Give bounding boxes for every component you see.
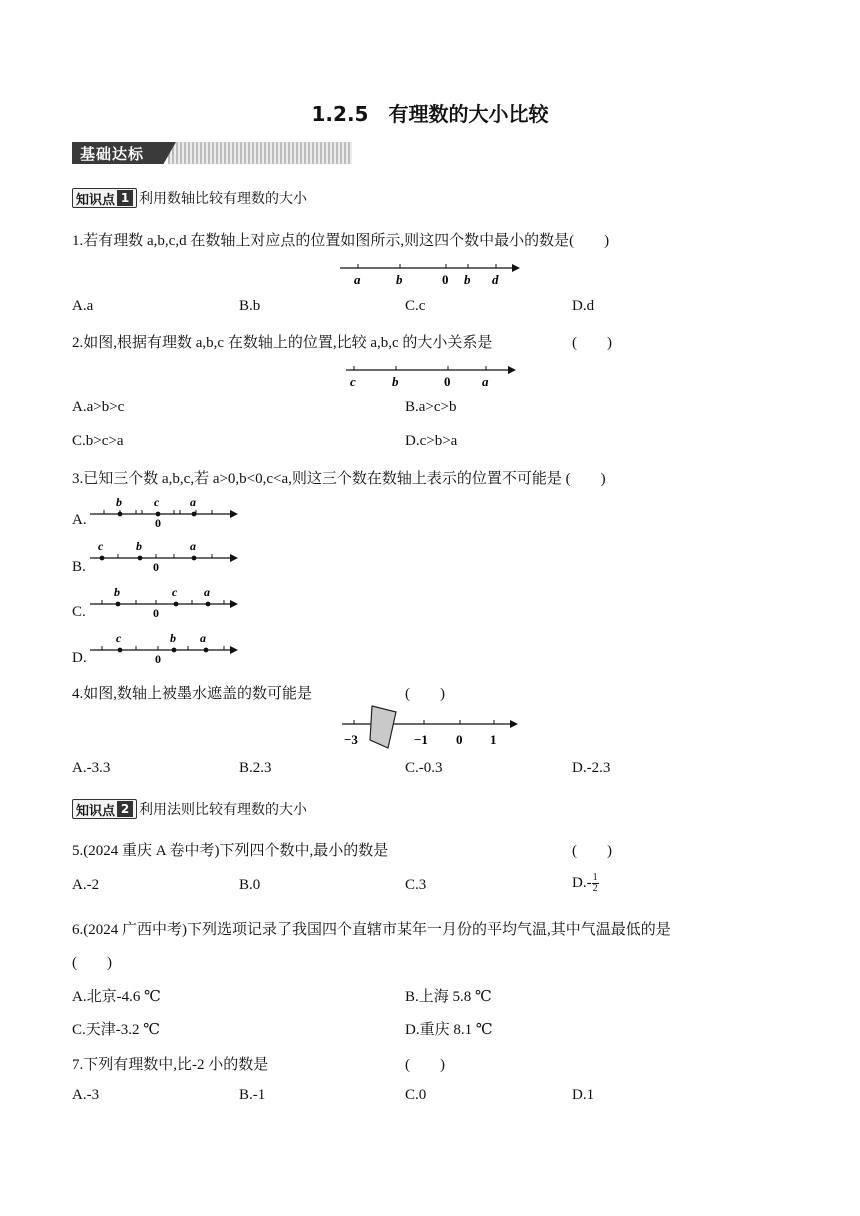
zero-label: 0 bbox=[153, 560, 159, 574]
point-label: a bbox=[204, 585, 210, 599]
kp-badge-label: 知识点 bbox=[76, 803, 116, 819]
option-c: C.c bbox=[405, 298, 426, 314]
axis-label: a bbox=[354, 272, 361, 287]
option-a: A.-3.3 bbox=[72, 760, 111, 776]
option-d: D.-2.3 bbox=[572, 760, 611, 776]
banner-stripe bbox=[168, 142, 352, 164]
question-5-stem: 5.(2024 重庆 A 卷中考)下列四个数中,最小的数是 bbox=[72, 843, 389, 859]
point-label: b bbox=[170, 631, 176, 645]
option-b: B.2.3 bbox=[239, 760, 272, 776]
option-c: C.b>c>a bbox=[72, 433, 124, 449]
option-d: D.c>b>a bbox=[405, 433, 458, 449]
point-label: a bbox=[200, 631, 206, 645]
option-a-label: A. bbox=[72, 512, 87, 528]
option-c-number-line bbox=[88, 584, 240, 620]
question-2-stem: 2.如图,根据有理数 a,b,c 在数轴上的位置,比较 a,b,c 的大小关系是 bbox=[72, 335, 493, 351]
answer-bracket: ( ) bbox=[72, 955, 112, 971]
point-label: a bbox=[190, 495, 196, 509]
question-7-stem: 7.下列有理数中,比-2 小的数是 bbox=[72, 1057, 269, 1073]
point-label: c bbox=[172, 585, 178, 599]
point-label: b bbox=[136, 539, 142, 553]
kp-badge-number: 2 bbox=[117, 801, 133, 817]
answer-bracket: ( ) bbox=[405, 1057, 445, 1073]
axis-label: 0 bbox=[456, 732, 463, 747]
option-d: D.1 bbox=[572, 1087, 595, 1103]
option-a: A.北京-4.6 ℃ bbox=[72, 989, 161, 1005]
option-d-label: D. bbox=[72, 650, 87, 666]
axis-label: c bbox=[350, 374, 356, 389]
option-d: D.d bbox=[572, 298, 595, 314]
kp-badge-label: 知识点 bbox=[76, 192, 116, 208]
question-3-stem: 3.已知三个数 a,b,c,若 a>0,b<0,c<a,则这三个数在数轴上表示的位置不可能是 ( ) bbox=[72, 471, 606, 487]
option-c: C.3 bbox=[405, 877, 427, 893]
axis-label: 1 bbox=[490, 732, 497, 747]
section-banner bbox=[72, 142, 352, 164]
axis-label: b bbox=[396, 272, 403, 287]
option-b: B.b bbox=[239, 298, 261, 314]
knowledge-point-1 bbox=[72, 188, 307, 208]
option-d: D.重庆 8.1 ℃ bbox=[405, 1022, 493, 1038]
question-4-stem: 4.如图,数轴上被墨水遮盖的数可能是 bbox=[72, 686, 313, 702]
kp-title: 利用数轴比较有理数的大小 bbox=[139, 191, 308, 207]
question-1-stem: 1.若有理数 a,b,c,d 在数轴上对应点的位置如图所示,则这四个数中最小的数是( ) bbox=[72, 233, 610, 249]
knowledge-point-2 bbox=[72, 799, 307, 819]
axis-label: −1 bbox=[414, 732, 428, 747]
axis-label: 0 bbox=[442, 272, 449, 287]
fraction-numerator: 1 bbox=[592, 872, 598, 883]
page-title: 1.2.5 有理数的大小比较 bbox=[311, 102, 549, 126]
option-d bbox=[572, 873, 599, 894]
kp-badge-number: 1 bbox=[117, 190, 133, 206]
option-b-number-line bbox=[88, 538, 240, 574]
point-label: b bbox=[114, 585, 120, 599]
option-c-label: C. bbox=[72, 604, 86, 620]
answer-bracket: ( ) bbox=[405, 686, 445, 702]
question-1-number-line bbox=[330, 258, 530, 288]
option-a: A.a bbox=[72, 298, 94, 314]
option-c: C.-0.3 bbox=[405, 760, 443, 776]
question-2-number-line bbox=[334, 360, 524, 390]
question-4-number-line bbox=[336, 702, 526, 750]
ink-blot bbox=[370, 706, 396, 748]
point-label: c bbox=[116, 631, 122, 645]
option-b: B.a>c>b bbox=[405, 399, 457, 415]
kp-badge bbox=[72, 799, 137, 819]
axis-label: d bbox=[492, 272, 499, 287]
option-a: A.-3 bbox=[72, 1087, 100, 1103]
question-6-stem: 6.(2024 广西中考)下列选项记录了我国四个直辖市某年一月份的平均气温,其中气温最低的是 bbox=[72, 922, 671, 938]
zero-label: 0 bbox=[155, 516, 161, 530]
section-title: 基础达标 bbox=[80, 145, 145, 163]
option-c: C.0 bbox=[405, 1087, 427, 1103]
axis-label: b bbox=[464, 272, 471, 287]
option-d-number-line bbox=[88, 630, 240, 666]
option-a-number-line bbox=[88, 494, 240, 530]
option-d-text: D.- bbox=[572, 874, 592, 891]
kp-title: 利用法则比较有理数的大小 bbox=[139, 802, 308, 818]
answer-bracket: ( ) bbox=[572, 335, 612, 351]
axis-label: −3 bbox=[344, 732, 358, 747]
point-label: c bbox=[154, 495, 160, 509]
axis-label: b bbox=[392, 374, 399, 389]
kp-badge bbox=[72, 188, 137, 208]
option-c: C.天津-3.2 ℃ bbox=[72, 1022, 161, 1038]
point-label: c bbox=[98, 539, 104, 553]
axis-label: 0 bbox=[444, 374, 451, 389]
point-label: b bbox=[116, 495, 122, 509]
point-label: a bbox=[190, 539, 196, 553]
zero-label: 0 bbox=[155, 652, 161, 666]
option-a: A.-2 bbox=[72, 877, 100, 893]
axis-label: a bbox=[482, 374, 489, 389]
answer-bracket: ( ) bbox=[572, 843, 612, 859]
zero-label: 0 bbox=[153, 606, 159, 620]
fraction-denominator: 2 bbox=[592, 883, 598, 894]
option-b-label: B. bbox=[72, 559, 86, 575]
option-b: B.-1 bbox=[239, 1087, 266, 1103]
option-a: A.a>b>c bbox=[72, 399, 125, 415]
option-b: B.0 bbox=[239, 877, 261, 893]
option-b: B.上海 5.8 ℃ bbox=[405, 989, 492, 1005]
fraction bbox=[592, 873, 599, 894]
